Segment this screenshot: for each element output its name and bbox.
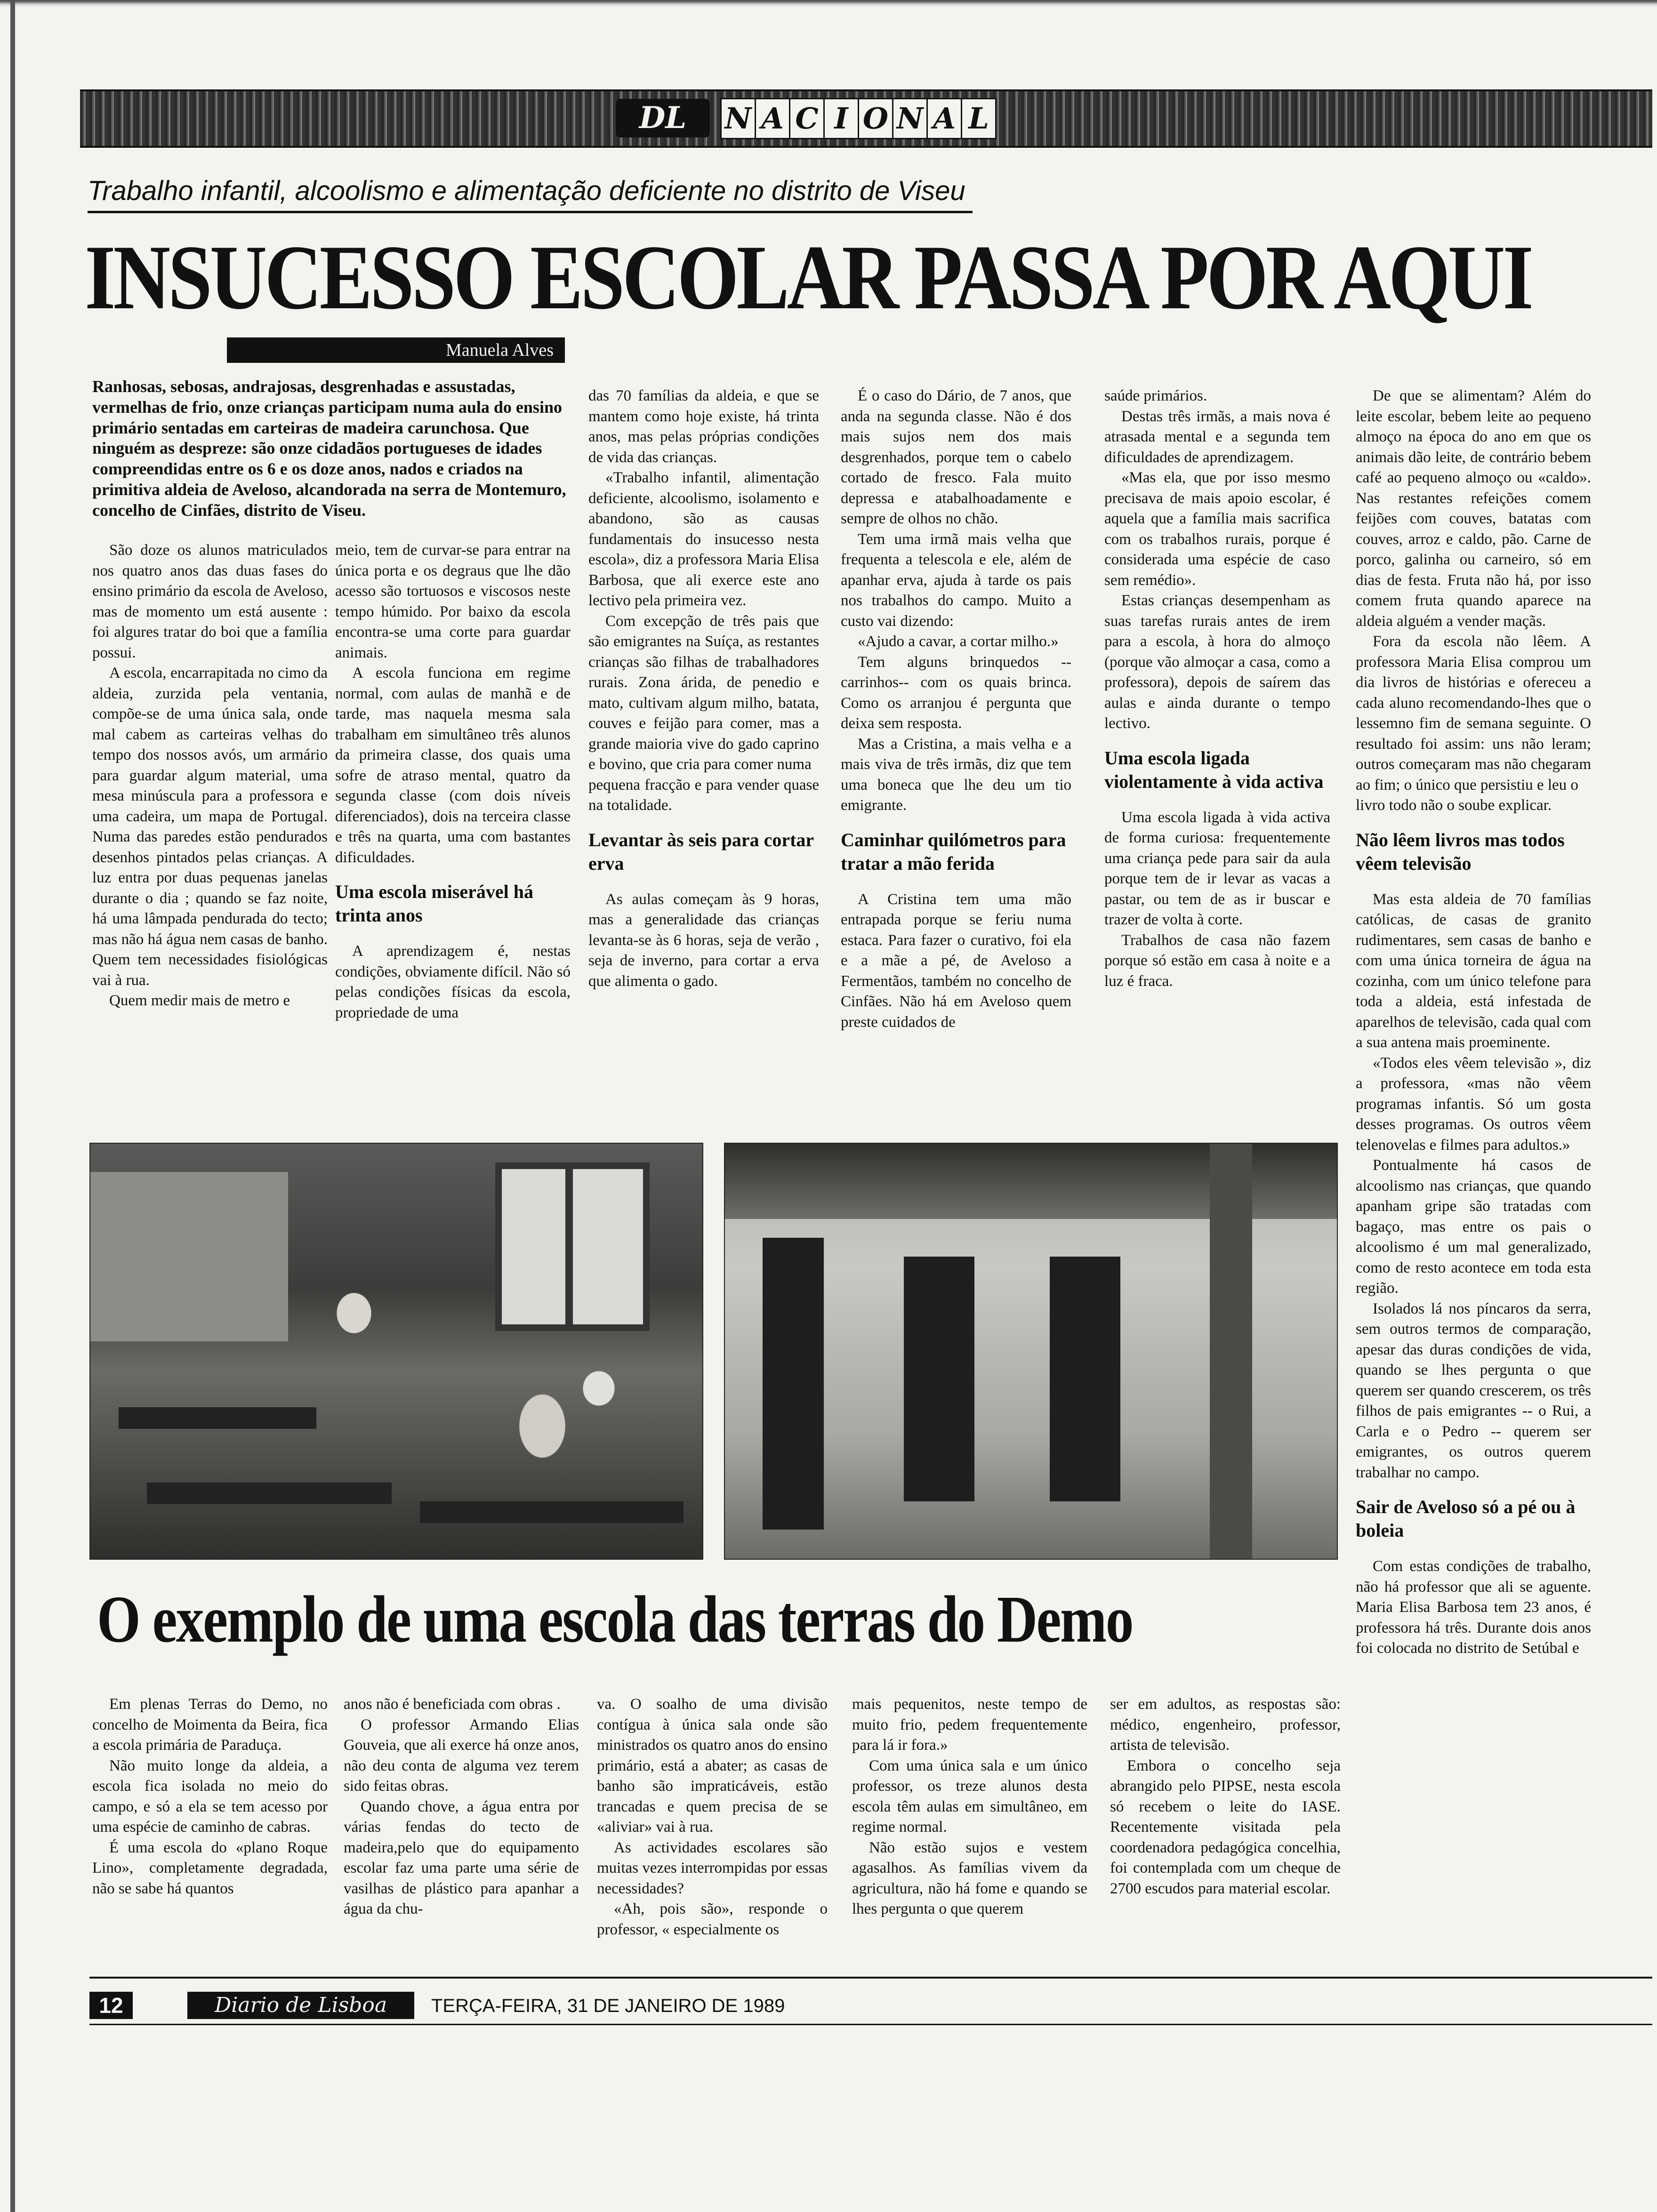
paragraph: Embora o concelho seja abrangido pelo PIPSE, nesta escola só recebem o leite do IASE. Recentemente visitada pela coordenadora pedagógica concelhia, foi contemplada com um cheque de 2700 escudos para material escolar. (1110, 1757, 1341, 1897)
photo-desk (119, 1407, 316, 1429)
section-letter: L (961, 98, 997, 139)
paragraph: «Ajudo a cavar, a cortar milho.» (858, 633, 1059, 650)
photo-door (1050, 1257, 1120, 1501)
newspaper-name: Diario de Lisboa (187, 1992, 414, 2019)
article-headline: INSUCESSO ESCOLAR PASSA POR AQUI (85, 226, 1531, 329)
paragraph: meio, tem de curvar-se para entrar na única porta e os degraus que lhe dão acesso são tortuosos e viscosos neste tempo húmido. Por baixo da escola encontra-se uma corte para guardar animais. (335, 542, 571, 661)
paragraph: Estas crianças desempenham as suas tarefas rurais antes de irem para a escola, à hora do almoço (porque vão almoçar a casa, como a professora), depois de saírem das aulas e ainda durante o tempo lectivo. (1104, 592, 1330, 732)
section-letter: N (720, 98, 756, 139)
paragraph: É o caso do Dário, de 7 anos, que anda na segunda classe. Não é dos mais sujos nem dos mais desgrenhados, porque tem o cabelo cortado de fresco. Fala muito depressa e atabalhoadamente e sempre de olhos no chão. (841, 387, 1071, 527)
paragraph: Com uma única sala e um único professor, os treze alunos desta escola têm aulas em simultâneo, em regime normal. (852, 1757, 1087, 1835)
section-label (720, 98, 995, 138)
second-article-column-3 (597, 1694, 828, 1940)
paragraph: pequena fracção e para vender quase na totalidade. (588, 776, 819, 814)
paragraph: A escola funciona em regime normal, com aulas de manhã e de tarde, mas naquela mesma sala trabalham em simultâneo três alunos da primeira classe, dos quais uma sofre de atraso mental, quatro da segunda classe (com dois níveis diferenciados), dois na terceira classe e três na quarta, uma com bastantes dificuldades. (335, 665, 571, 866)
paragraph: Mas a Cristina, a mais velha e a mais viva de três irmãs, diz que tem uma boneca que lhe deu um tio emigrante. (841, 735, 1071, 814)
photo-door (904, 1257, 974, 1501)
paragraph: A aprendizagem é, nestas condições, obviamente difícil. Não só pelas condições físicas da escola, propriedade de uma (335, 943, 571, 1021)
page-number: 12 (89, 1992, 133, 2019)
article-column-6 (1356, 386, 1591, 1659)
paragraph: va. O soalho de uma divisão contígua à única sala onde são ministrados os quatro anos do ensino primário, está a abater; as casas de banho são impraticáveis, estão trancadas e quem precisa de se «aliviar» vai à rua. (597, 1696, 828, 1835)
photo-wall (90, 1172, 288, 1341)
newspaper-logo: DL (616, 99, 710, 137)
paragraph: Mas esta aldeia de 70 famílias católicas, de casas de granito rudimentares, sem casas de banho e com uma única torneira de água na cozinha, com um único telefone para toda a aldeia, está infestada de aparelhos de televisão, cada qual com a sua antena mais proeminente. (1356, 890, 1591, 1051)
classroom-photo (89, 1143, 703, 1560)
second-article-column-2 (344, 1694, 579, 1920)
paragraph: Com estas condições de trabalho, não há professor que ali se aguente. Maria Elisa Barbosa tem 23 anos, é professora há três. Durante dois anos foi colocada no distrito de Setúbal e (1356, 1558, 1591, 1657)
subheading: Levantar às seis para cortar erva (588, 829, 814, 874)
paragraph: «Todos eles vêem televisão », diz a professora, «mas não vêem programas infantis. Só um gosta desses programas. Os outros vêem telenovelas e filmes para adultos.» (1356, 1054, 1591, 1154)
paragraph: As aulas começam às 9 horas, mas a generalidade das crianças levanta-se às 6 horas, seja de verão , seja de inverno, para cortar a erva que alimenta o gado. (588, 890, 819, 990)
section-letter: A (755, 98, 790, 139)
paragraph: Não estão sujos e vestem agasalhos. As famílias vivem da agricultura, não há fome e quando se lhes pergunta o que querem (852, 1839, 1087, 1917)
paragraph: das 70 famílias da aldeia, e que se mantem como hoje existe, há trinta anos, mas pelas próprias condições de vida das crianças. (588, 387, 819, 466)
byline: Manuela Alves (227, 337, 565, 363)
paragraph: Quem medir mais de metro e (109, 992, 290, 1009)
photo-window (495, 1162, 650, 1331)
footer-rule (89, 1977, 1652, 1979)
school-building-photo (724, 1143, 1338, 1560)
paragraph: A escola, encarrapitada no cimo da aldeia, zurzida pela ventania, compõe-se de uma única sala, onde mal cabem as carteiras velhas do tempo dos nossos avós, um armário para guardar algum material, uma mesa minúscula para a professora e uma cadeira, um mapa de Portugal. Numa das paredes estão pendurados desenhos pintados pelas crianças. A luz entra por duas pequenas janelas durante o dia ; quando se faz noite, há uma lâmpada pendurada do tecto; mas não há água nem casas de banho. Quem tem necessidades fisiológicas vai à rua. (92, 665, 328, 989)
paragraph: Tem alguns brinquedos -- carrinhos-- com os quais brinca. Como os arranjou é pergunta que deixa sem resposta. (841, 653, 1071, 732)
subheading: Não lêem livros mas todos vêem televisão (1356, 829, 1565, 874)
paragraph: A Cristina tem uma mão entrapada porque se feriu numa estaca. Para fazer o curativo, foi ela e a mãe a pé, de Aveloso a Fermentãos, também no concelho de Cinfães. Não há em Aveloso quem preste cuidados de (841, 890, 1071, 1031)
paragraph: ser em adultos, as respostas são: médico, engenheiro, professor, artista de televisão. (1110, 1696, 1341, 1754)
paragraph: Não muito longe da aldeia, a escola fica isolada no meio do campo, e só a ela se tem acesso por uma espécie de caminho de cabras. (92, 1757, 328, 1835)
section-letter: O (858, 98, 893, 139)
subheading: Caminhar quilómetros para tratar a mão ferida (841, 829, 1066, 874)
paragraph: Com excepção de três pais que são emigrantes na Suíça, as restantes crianças são filhas de trabalhadores rurais. Zona árida, de penedio e mato, cultivam algum milho, batata, couves e feijão para comer, mas a grande maioria vive do gado caprino e bovino, que cria para comer numa (588, 612, 819, 773)
paragraph: Quando chove, a água entra por várias fendas do tecto de madeira,pelo que do equipamento escolar faz uma parte uma série de vasilhas de plástico para apanhar a água da chu- (344, 1798, 579, 1917)
paragraph: Isolados lá nos píncaros da serra, sem outros termos de comparação, apesar das duras condições de vida, quando se lhes pergunta o que querem ser quando crescerem, os três filhos de pais emigrantes -- o Rui, a Carla e o Pedro -- querem ser emigrantes, os outros querem trabalhar no campo. (1356, 1300, 1591, 1481)
paragraph: mais pequenitos, neste tempo de muito frio, pedem frequentemente para lá ir fora.» (852, 1696, 1087, 1754)
paragraph: De que se alimentam? Além do leite escolar, bebem leite ao pequeno almoço na época do ano em que os animais dão leite, de contrário bebem café ao pequeno almoço ou «caldo». Nas restantes refeições comem feijões com couves, batatas com couves, arroz e caldo, pão. Carne de porco, galinha ou carneiro, só em dias de festa. Fruta não há, por isso comem fruta quando aparece na aldeia alguém a vender maçãs. (1356, 387, 1591, 630)
section-letter: C (789, 98, 825, 139)
paragraph: «Trabalho infantil, alimentação deficiente, alcoolismo, isolamento e abandono, são as causas fundamentais do insucesso nesta escola», diz a professora Maria Elisa Barbosa, que ali exerce este ano lectivo pela primeira vez. (588, 469, 819, 609)
photo-desk (147, 1483, 392, 1504)
article-column-5 (1104, 386, 1330, 992)
article-column-2 (335, 540, 571, 1023)
second-article-column-5 (1110, 1694, 1341, 1899)
subheading: Uma escola miserável há trinta anos (335, 881, 534, 926)
second-article-column-4 (852, 1694, 1087, 1920)
section-letter: I (823, 98, 859, 139)
paragraph: Pontualmente há casos de alcoolismo nas crianças, que quando apanham gripe são tratadas com bagaço, mas entre os pais o alcoolismo é um mal generalizado, como de resto acontece em toda esta região. (1356, 1157, 1591, 1297)
photo-pillar (1210, 1144, 1252, 1559)
left-edge-rule (10, 0, 15, 2212)
photo-desk (420, 1501, 684, 1523)
paragraph: «Ah, pois são», responde o professor, « especialmente os (597, 1900, 828, 1938)
paragraph: anos não é beneficiada com obras . (344, 1696, 561, 1713)
paragraph: As actividades escolares são muitas vezes interrompidas por essas necessidades? (597, 1839, 828, 1897)
article-kicker: Trabalho infantil, alcoolismo e alimentação deficiente no distrito de Viseu (88, 176, 965, 206)
paragraph: Uma escola ligada à vida activa de forma curiosa: frequentemente uma criança pede para sair da aula porque tem de ir levar as vacas a pastar, ou tem de as ir buscar e trazer de volta à corte. (1104, 809, 1330, 928)
footer-bottom-rule (89, 2024, 1652, 2025)
kicker-rule (88, 211, 973, 213)
article-column-3 (588, 386, 819, 992)
paragraph: Fora da escola não lêem. A professora Maria Elisa comprou um dia livros de histórias e ofereceu a cada aluno recomendando-lhes que o lessemno fim de semana seguinte. O resultado foi assim: uns não leram; outros começaram mas não chegaram ao fim; o único que persistiu e leu o (1356, 633, 1591, 793)
paragraph: livro todo não o soube explicar. (1356, 797, 1552, 814)
paragraph: «Mas ela, que por isso mesmo precisava de mais apoio escolar, é aquela que a família mais sacrifica com os trabalhos rurais, porque é considerada uma espécie de caso sem remédio». (1104, 469, 1330, 589)
photo-door (763, 1238, 824, 1530)
second-article-column-1 (92, 1694, 328, 1899)
article-lede: Ranhosas, sebosas, andrajosas, desgrenhadas e assustadas, vermelhas de frio, onze crianças participam numa aula do ensino primário sentadas em carteiras de madeira carunchosa. Que ninguém as despreze: são onze cidadãos portugueses de idades compreendidas entre os 6 e os doze anos, nados e criados na primitiva aldeia de Aveloso, alcandorada na serra de Montemuro, concelho de Cinfães, distrito de Viseu. (92, 377, 566, 520)
paragraph: Em plenas Terras do Demo, no concelho de Moimenta da Beira, fica a escola primária de Paraduça. (92, 1696, 328, 1754)
paragraph: O professor Armando Elias Gouveia, que ali exerce há onze anos, não deu conta de alguma vez terem sido feitas obras. (344, 1716, 579, 1795)
subheading: Uma escola ligada violentamente à vida activa (1104, 747, 1324, 792)
article-column-4 (841, 386, 1071, 1033)
top-edge-rule (0, 0, 1657, 7)
issue-date: TERÇA-FEIRA, 31 DE JANEIRO DE 1989 (431, 1996, 785, 2016)
subheading: Sair de Aveloso só a pé ou à boleia (1356, 1496, 1576, 1541)
paragraph: É uma escola do «plano Roque Lino», completamente degradada, não se sabe há quantos (92, 1839, 328, 1897)
article-column-1 (92, 540, 328, 1011)
paragraph: Trabalhos de casa não fazem porque só estão em casa à noite e a luz é fraca. (1104, 931, 1330, 990)
paragraph: Destas três irmãs, a mais nova é atrasada mental e a segunda tem dificuldades de aprendizagem. (1104, 408, 1330, 466)
paragraph: Tem uma irmã mais velha que frequenta a telescola e ele, além de apanhar erva, ajuda à tarde os pais nos trabalhos do campo. Muito a custo vai dizendo: (841, 530, 1071, 630)
section-letter: A (926, 98, 962, 139)
paragraph: São doze os alunos matriculados nos quatro anos das duas fases do ensino primário da escola de Aveloso, mas de momento um está ausente : foi algures tratar do boi que a família possui. (92, 542, 328, 661)
second-article-headline: O exemplo de uma escola das terras do Demo (97, 1582, 1133, 1656)
section-letter: N (892, 98, 928, 139)
paragraph: saúde primários. (1104, 387, 1207, 404)
